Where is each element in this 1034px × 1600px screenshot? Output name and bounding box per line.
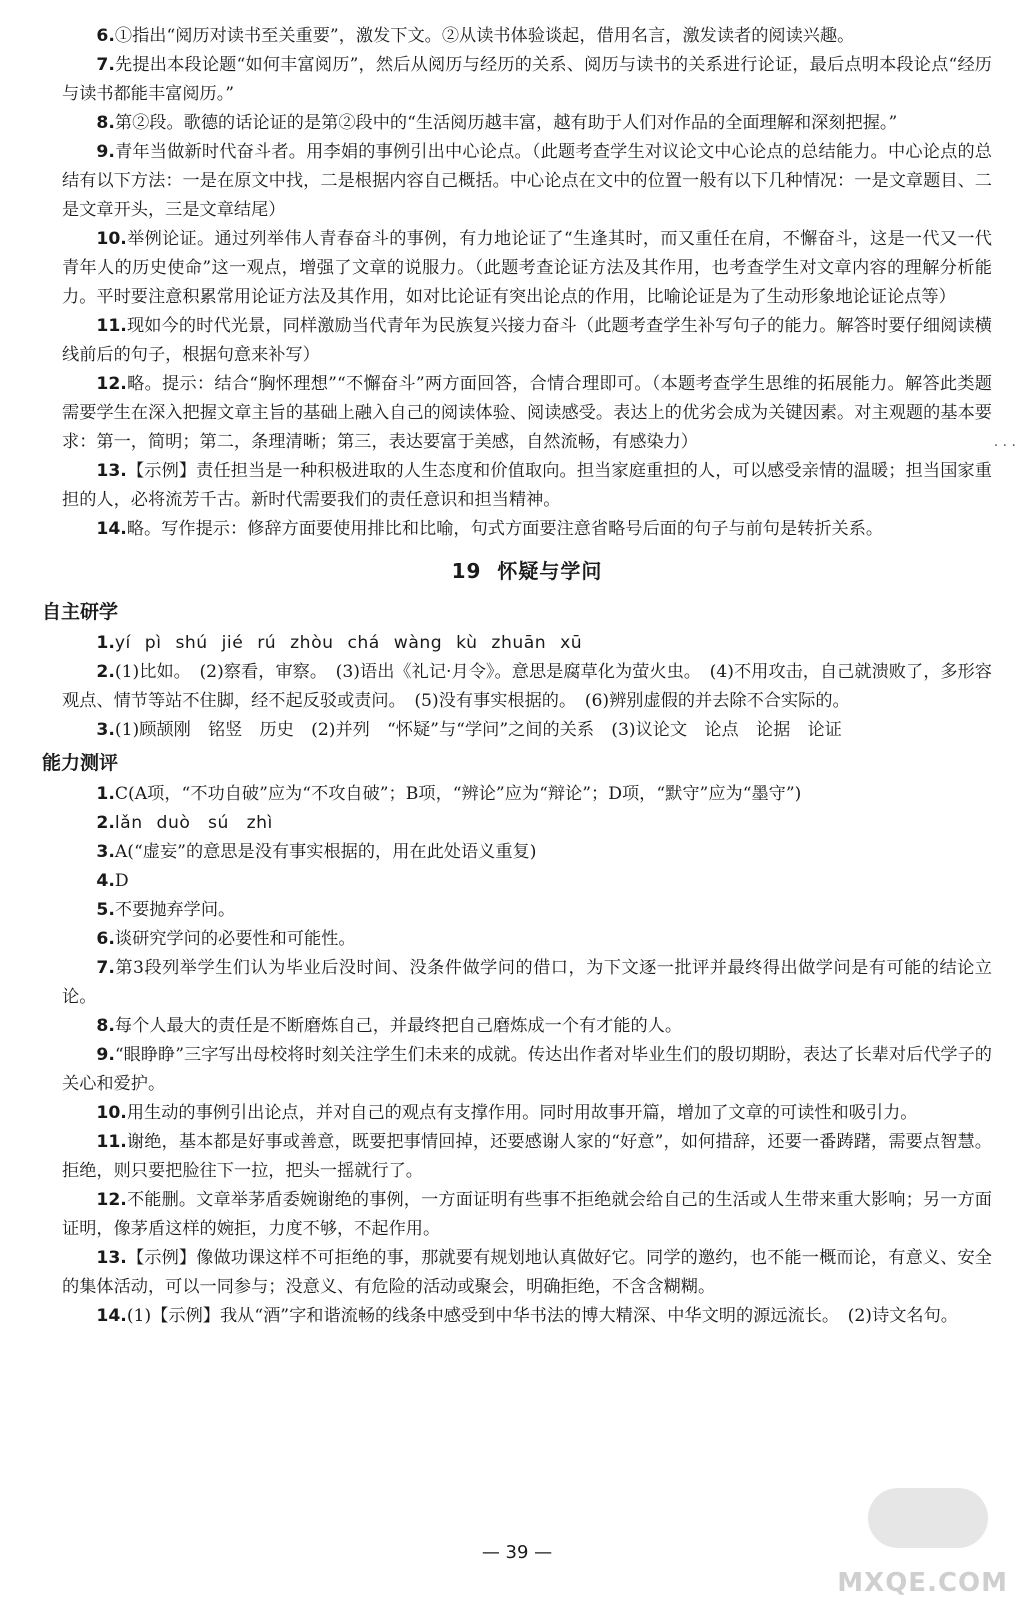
answer-item: 5.不要抛弃学问。	[96, 900, 236, 920]
answer-item: 11.谢绝，基本都是好事或善意，既要把事情回掉，还要感谢人家的“好意”，如何措辞，还要一番踌躇，需要点智慧。拒绝，则只要把脸往下一拉，把头一摇就行了。	[62, 1132, 992, 1181]
answer-item: 12.不能删。文章举茅盾委婉谢绝的事例，一方面证明有些事不拒绝就会给自己的生活或人生带来重大影响；另一方面证明，像茅盾这样的婉拒，力度不够，不起作用。	[62, 1190, 992, 1239]
answer-item: 13.【示例】责任担当是一种积极进取的人生态度和价值取向。担当家庭重担的人，可以感受亲情的温暖；担当国家重担的人，必将流芳千古。新时代需要我们的责任意识和担当精神。	[62, 461, 992, 510]
answer-item: 14.(1)【示例】我从“酒”字和谐流畅的线条中感受到中华书法的博大精深、中华文明的源远流长。 (2)诗文名句。	[96, 1306, 958, 1326]
lesson-title	[62, 554, 992, 588]
answer-item: 3.(1)顾颉刚 铭竖 历史 (2)并列 “怀疑”与“学问”之间的关系 (3)议论文 论点 论据 论证	[96, 720, 842, 740]
answer-item: 14.略。写作提示：修辞方面要使用排比和比喻，句式方面要注意省略号后面的句子与前句是转折关系。	[96, 519, 884, 539]
answer-item: 3.A(“虚妄”的意思是没有事实根据的，用在此处语义重复)	[96, 842, 537, 862]
answer-item: 10.用生动的事例引出论点，并对自己的观点有支撑作用。同时用故事开篇，增加了文章的可读性和吸引力。	[96, 1103, 918, 1123]
answer-item: 9.青年当做新时代奋斗者。用李娟的事例引出中心论点。（此题考查学生对议论文中心论点的总结能力。中心论点的总结有以下方法：一是在原文中找，二是根据内容自己概括。中心论点在文中的位置一般有以下几种情况：一是文章题目、二是文章开头，三是文章结尾）	[62, 142, 992, 220]
watermark-logo-icon	[868, 1488, 988, 1548]
answer-item: 12.略。提示：结合“胸怀理想”“不懈奋斗”两方面回答，合情合理即可。（本题考查学生思维的拓展能力。解答此类题需要学生在深入把握文章主旨的基础上融入自己的阅读体验、阅读感受。表达上的优劣会成为关键因素。对主观题的基本要求：第一，简明；第二，条理清晰；第三，表达要富于美感，自然流畅，有感染力）	[62, 374, 992, 452]
pinyin-text: yí pì shú jié rú zhòu chá wàng kù zhuān xū	[114, 633, 583, 653]
margin-marks: . . .	[993, 434, 1016, 450]
answer-item: 8.第②段。歌德的话论证的是第②段中的“生活阅历越丰富，越有助于人们对作品的全面理解和深刻把握。”	[96, 113, 898, 133]
answer-item: 11.现如今的时代光景，同样激励当代青年为民族复兴接力奋斗（此题考查学生补写句子的能力。解答时要仔细阅读横线前后的句子，根据句意来补写）	[62, 316, 992, 365]
answer-item: 13.【示例】像做功课这样不可拒绝的事，那就要有规划地认真做好它。同学的邀约，也不能一概而论，有意义、安全的集体活动，可以一同参与；没意义、有危险的活动或聚会，明确拒绝，不含含糊糊。	[62, 1248, 992, 1297]
answers-lesson-18-continued	[62, 22, 992, 544]
watermark	[828, 1488, 1008, 1598]
answer-item: 2.lǎn duò sú zhì	[96, 813, 273, 833]
lesson-name: 怀疑与学问	[497, 559, 603, 583]
section-nengli-ceping	[42, 747, 992, 1331]
page-number: — 39 —	[481, 1542, 553, 1563]
answer-item: 8.每个人最大的责任是不断磨炼自己，并最终把自己磨炼成一个有才能的人。	[96, 1016, 683, 1036]
answer-item: 2.(1)比如。 (2)察看，审察。 (3)语出《礼记·月令》。意思是腐草化为萤火虫。 (4)不用攻击，自己就溃败了，多形容观点、情节等站不住脚，经不起反驳或责问。 (5)没有事实根据的。 (6)辨别虚假的并去除不合实际的。	[62, 662, 992, 711]
answer-item: 9.“眼睁睁”三字写出母校将时刻关注学生们未来的成就。传达出作者对毕业生们的殷切期盼，表达了长辈对后代学子的关心和爱护。	[62, 1045, 992, 1094]
section-heading: 自主研学	[42, 601, 119, 623]
watermark-text: MXQE.COM	[837, 1568, 1008, 1598]
answer-item: 1.C(A项，“不功自破”应为“不攻自破”；B项，“辨论”应为“辩论”；D项，“默守”应为“墨守”)	[96, 784, 802, 804]
answer-item: 4.D	[96, 871, 129, 891]
answer-item: 6.谈研究学问的必要性和可能性。	[96, 929, 356, 949]
answer-item: 7.第3段列举学生们认为毕业后没时间、没条件做学问的借口，为下文逐一批评并最终得出做学问是有可能的结论立论。	[62, 958, 992, 1007]
pinyin-text: lǎn duò sú zhì	[114, 813, 273, 833]
lesson-number: 19	[451, 559, 482, 583]
answer-item: 7.先提出本段论题“如何丰富阅历”，然后从阅历与经历的关系、阅历与读书的关系进行论证，最后点明本段论点“经历与读书都能丰富阅历。”	[62, 55, 992, 104]
answer-item: 1.yí pì shú jié rú zhòu chá wàng kù zhuān xū	[96, 633, 583, 653]
answer-item: 6.①指出“阅历对读书至关重要”，激发下文。②从读书体验谈起，借用名言，激发读者的阅读兴趣。	[96, 26, 855, 46]
section-zizhu-yanxue	[42, 596, 992, 745]
section-heading: 能力测评	[42, 752, 119, 774]
answer-item: 10.举例论证。通过列举伟人青春奋斗的事例，有力地论证了“生逢其时，而又重任在肩，不懈奋斗，这是一代又一代青年人的历史使命”这一观点，增强了文章的说服力。（此题考查论证方法及其作用，也考查学生对文章内容的理解分析能力。平时要注意积累常用论证方法及其作用，如对比论证有突出论点的作用，比喻论证是为了生动形象地论证论点等）	[62, 229, 992, 307]
